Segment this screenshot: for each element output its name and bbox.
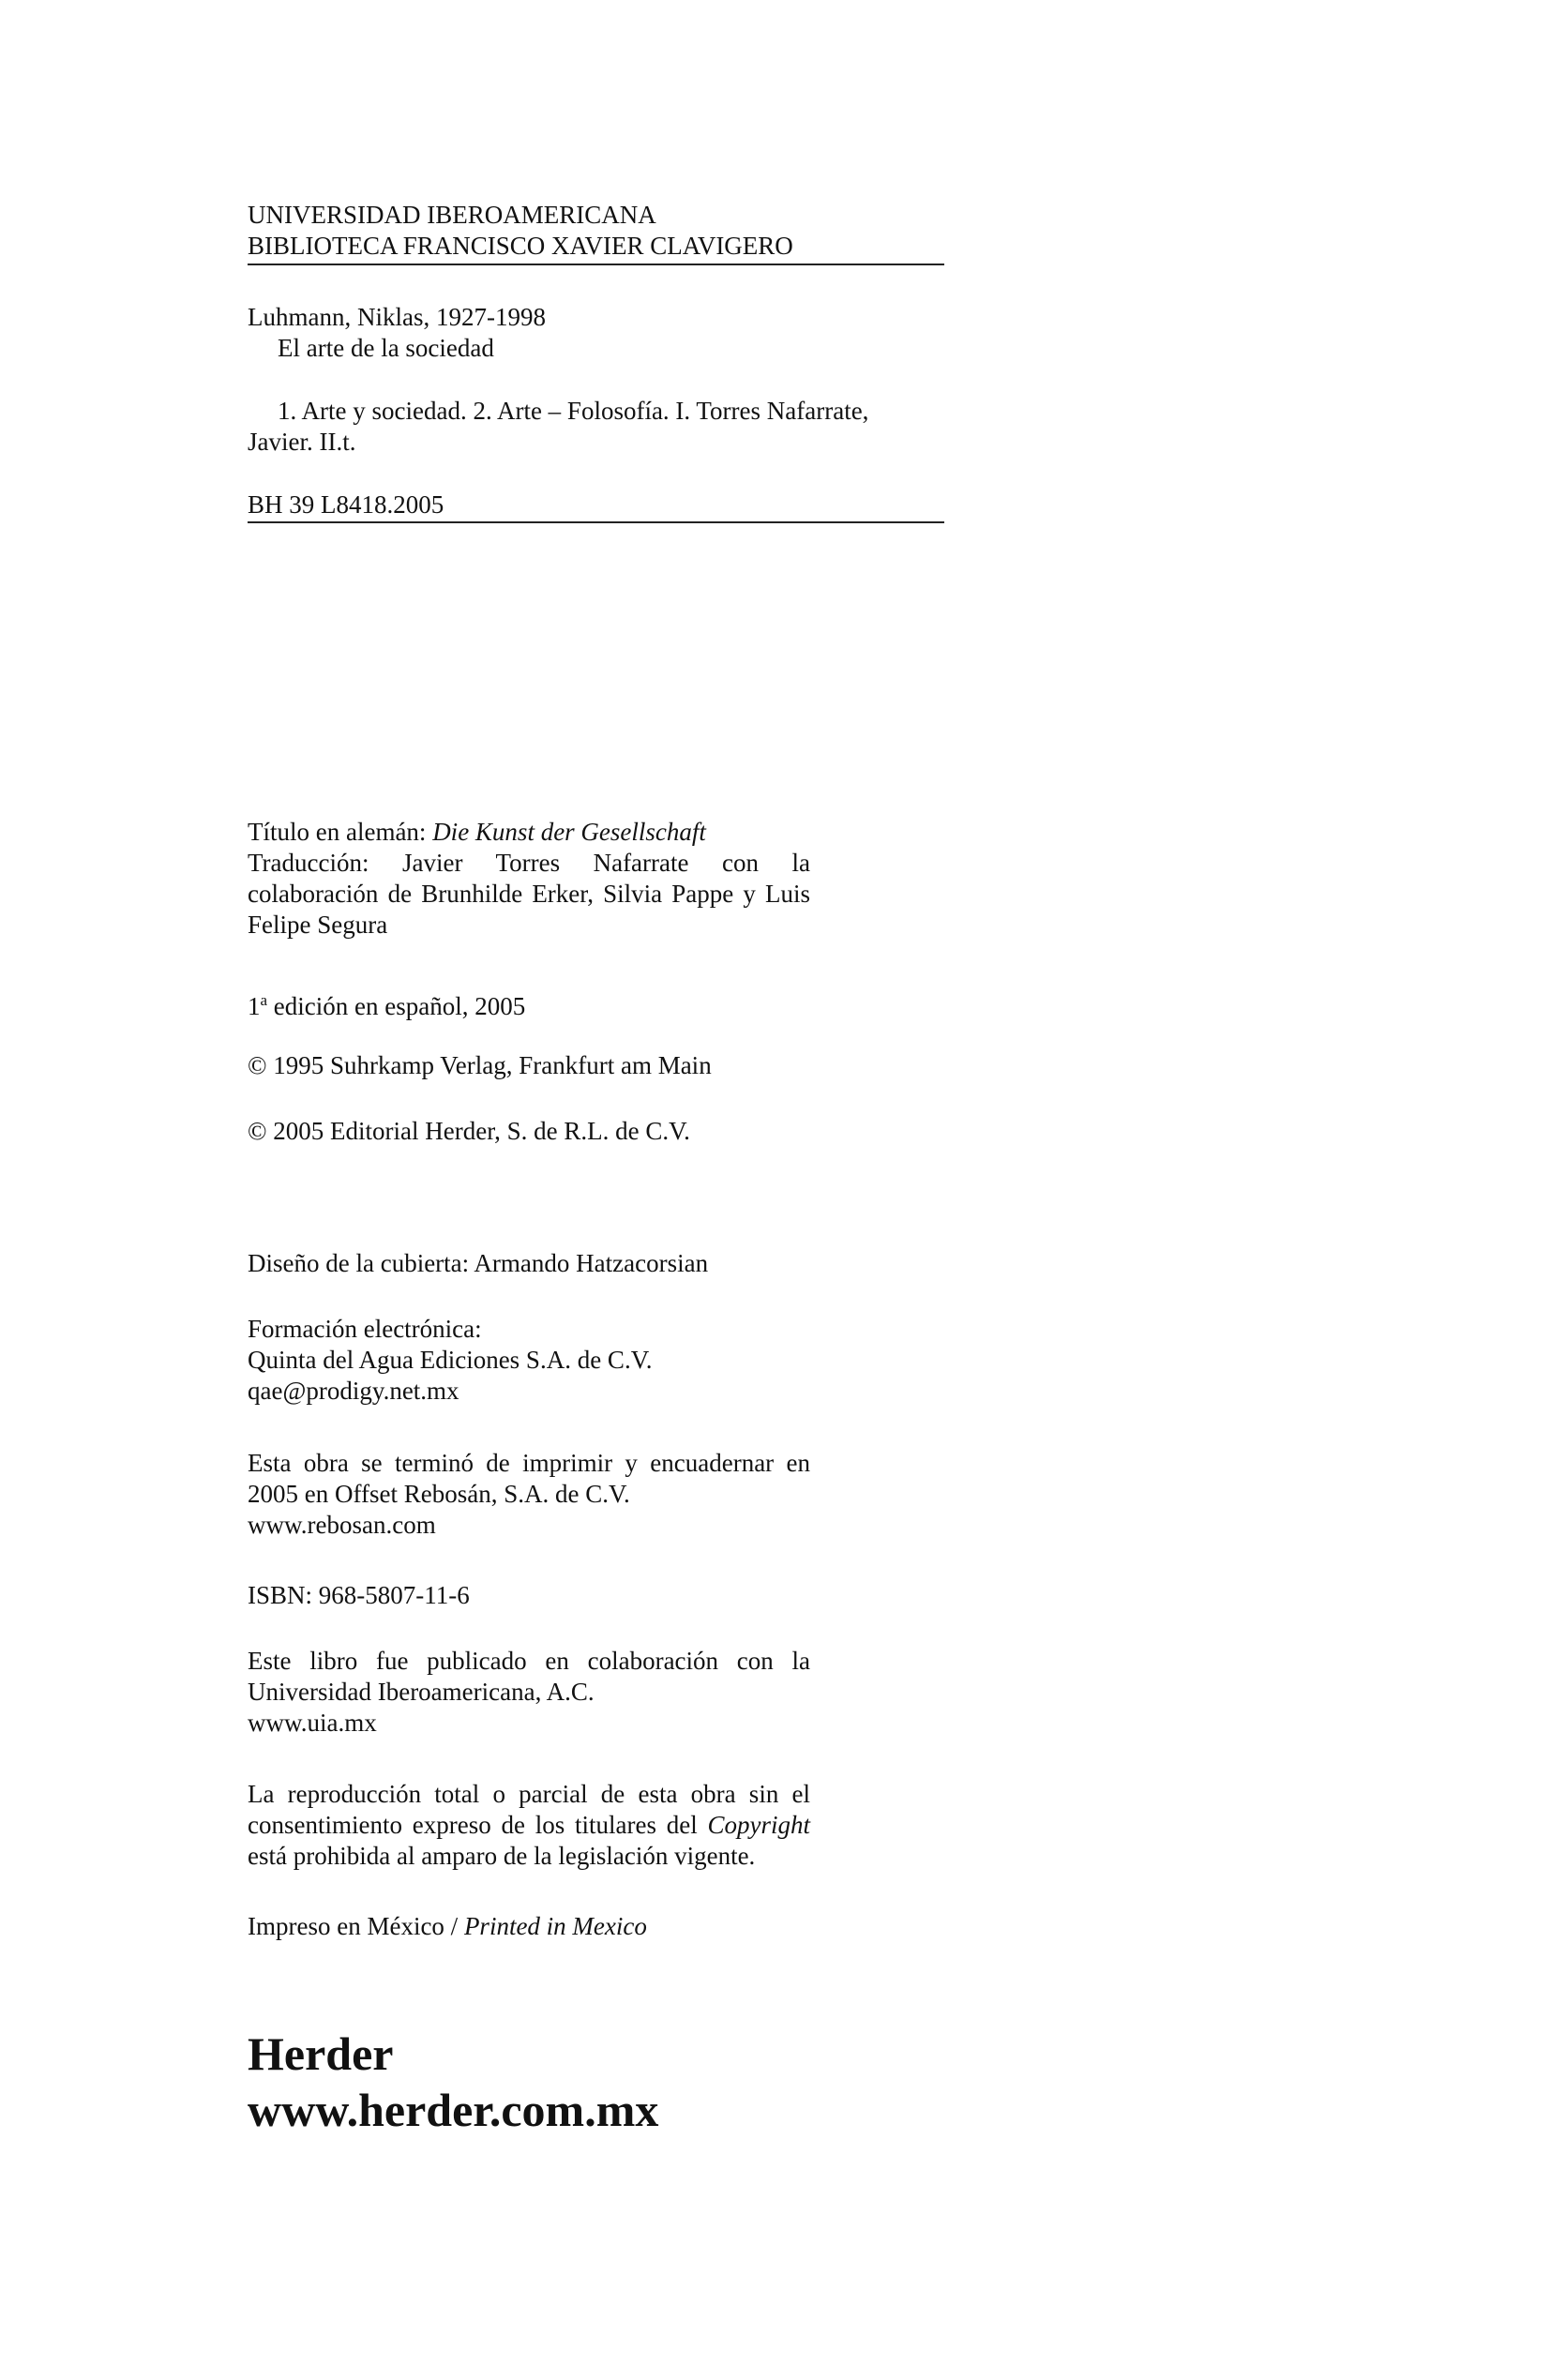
- rights-a: La reproducción total o parcial de esta obra sin el consentimiento expreso de los titulares del: [248, 1780, 810, 1839]
- isbn: ISBN: 968-5807-11-6: [248, 1581, 470, 1609]
- collaboration: [248, 1646, 810, 1739]
- cover-design: Diseño de la cubierta: Armando Hatzacorsian: [248, 1249, 709, 1277]
- cip-subjects: [248, 396, 868, 458]
- collaboration-url: www.uia.mx: [248, 1709, 377, 1737]
- original-title: Die Kunst der Gesellschaft: [432, 818, 706, 846]
- printing-text: Esta obra se terminó de imprimir y encuadernar en 2005 en Offset Rebosán, S.A. de C.V.: [248, 1449, 810, 1508]
- edition-sup: a: [260, 991, 268, 1009]
- cip-top-rule: [248, 264, 944, 265]
- edition: [248, 985, 525, 1022]
- cip-author-block: [248, 302, 546, 364]
- original-title-label: Título en alemán:: [248, 818, 433, 846]
- printed-es: Impreso en México /: [248, 1912, 464, 1940]
- book-title: El arte de la sociedad: [278, 334, 494, 362]
- typesetting: [248, 1314, 652, 1407]
- cip-header: [248, 200, 793, 262]
- publisher-name: Herder: [248, 2027, 394, 2080]
- translation-block: [248, 817, 810, 941]
- edition-number: 1: [248, 992, 261, 1020]
- collaboration-text: Este libro fue publicado en colaboración con la Universidad Iberoamericana, A.C.: [248, 1647, 810, 1706]
- copyright-herder: © 2005 Editorial Herder, S. de R.L. de C.V.: [248, 1117, 690, 1145]
- cip-bottom-rule: [248, 521, 944, 523]
- typesetting-label: Formación electrónica:: [248, 1315, 482, 1343]
- printed-in: [248, 1911, 647, 1942]
- translation: Traducción: Javier Torres Nafarrate con la colaboración de Brunhilde Erker, Silvia Pappe y Luis Felipe Segura: [248, 849, 810, 939]
- subjects-line2: Javier. II.t.: [248, 428, 356, 456]
- rights-b: está prohibida al amparo de la legislación vigente.: [248, 1842, 756, 1870]
- publisher-block: [248, 2026, 658, 2138]
- call-number: BH 39 L8418.2005: [248, 490, 444, 519]
- rights-text: [248, 1779, 810, 1872]
- rights-notice: [248, 1779, 810, 1872]
- rights-italic: Copyright: [707, 1811, 810, 1839]
- typesetting-company: Quinta del Agua Ediciones S.A. de C.V.: [248, 1346, 653, 1374]
- printed-en: Printed in Mexico: [463, 1912, 647, 1940]
- printing: [248, 1448, 810, 1541]
- edition-text: edición en español, 2005: [267, 992, 526, 1020]
- original-title-line: [248, 817, 810, 848]
- copyright-suhrkamp: © 1995 Suhrkamp Verlag, Frankfurt am Main: [248, 1051, 712, 1079]
- printing-url: www.rebosan.com: [248, 1511, 436, 1539]
- typesetting-email: qae@prodigy.net.mx: [248, 1377, 459, 1405]
- author: Luhmann, Niklas, 1927-1998: [248, 303, 546, 331]
- library: BIBLIOTECA FRANCISCO XAVIER CLAVIGERO: [248, 232, 793, 260]
- publisher-url: www.herder.com.mx: [248, 2084, 659, 2136]
- subjects-line1: 1. Arte y sociedad. 2. Arte – Folosofía. I. Torres Nafarrate,: [278, 397, 869, 425]
- institution: UNIVERSIDAD IBEROAMERICANA: [248, 201, 656, 229]
